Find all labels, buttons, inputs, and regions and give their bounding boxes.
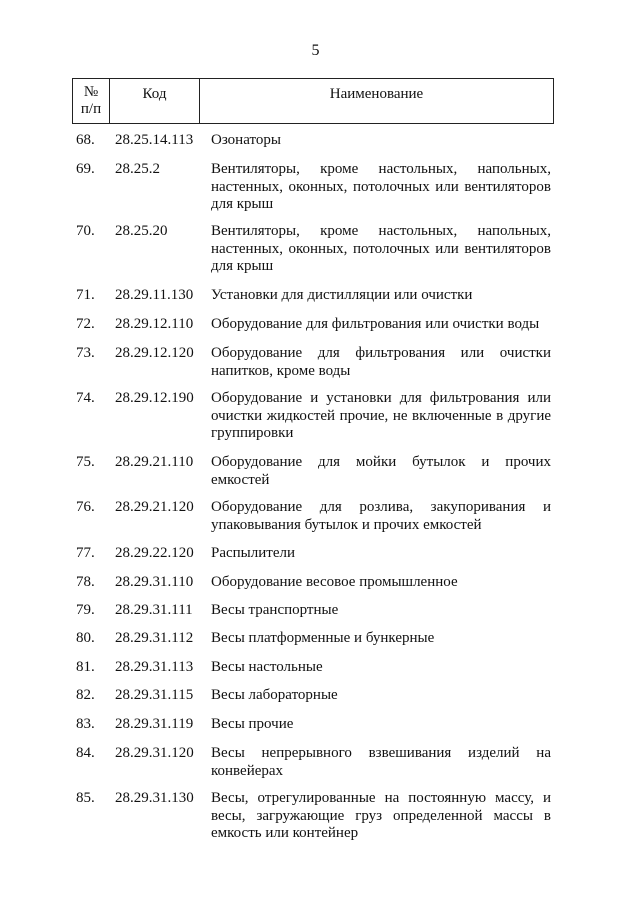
row-code: 28.29.31.111 bbox=[115, 602, 193, 618]
row-code: 28.29.31.110 bbox=[115, 574, 194, 590]
row-name: Вентиляторы, кроме настольных, напольных, настенных, оконных, потолочных или вентиляторов для крыш bbox=[211, 161, 551, 212]
header-code-cell: Код bbox=[110, 79, 200, 123]
row-code: 28.29.31.120 bbox=[115, 745, 194, 761]
row-code: 28.29.31.115 bbox=[115, 687, 194, 703]
row-code: 28.29.21.110 bbox=[115, 454, 194, 470]
row-name: Оборудование для розлива, закупоривания и упаковывания бутылок и прочих емкостей bbox=[211, 499, 551, 533]
row-number: 83. bbox=[76, 716, 95, 732]
row-name: Оборудование для мойки бутылок и прочих емкостей bbox=[211, 454, 551, 488]
row-code: 28.29.31.113 bbox=[115, 659, 194, 675]
row-code: 28.25.20 bbox=[115, 223, 168, 239]
row-name: Весы транспортные bbox=[211, 602, 339, 618]
row-name: Оборудование для фильтрования или очистки напитков, кроме воды bbox=[211, 345, 551, 379]
row-number: 73. bbox=[76, 345, 95, 361]
row-number: 71. bbox=[76, 287, 95, 303]
row-number: 76. bbox=[76, 499, 95, 515]
row-name: Вентиляторы, кроме настольных, напольных, настенных, оконных, потолочных или вентиляторов для крыш bbox=[211, 223, 551, 274]
row-name: Весы лабораторные bbox=[211, 687, 338, 703]
row-number: 68. bbox=[76, 132, 95, 148]
row-name: Озонаторы bbox=[211, 132, 281, 148]
row-name: Установки для дистилляции или очистки bbox=[211, 287, 473, 303]
header-number-cell bbox=[73, 79, 110, 123]
row-code: 28.29.21.120 bbox=[115, 499, 194, 515]
row-name: Распылители bbox=[211, 545, 296, 561]
row-code: 28.29.31.119 bbox=[115, 716, 194, 732]
row-number: 84. bbox=[76, 745, 95, 761]
row-number: 70. bbox=[76, 223, 95, 239]
row-number: 69. bbox=[76, 161, 95, 177]
page-number: 5 bbox=[311, 42, 320, 59]
row-name: Оборудование для фильтрования или очистки воды bbox=[211, 316, 540, 332]
row-number: 81. bbox=[76, 659, 95, 675]
row-number: 80. bbox=[76, 630, 95, 646]
row-code: 28.29.31.112 bbox=[115, 630, 194, 646]
row-name: Весы прочие bbox=[211, 716, 294, 732]
row-code: 28.29.12.120 bbox=[115, 345, 194, 361]
row-code: 28.29.31.130 bbox=[115, 790, 194, 806]
row-code: 28.29.11.130 bbox=[115, 287, 194, 303]
row-number: 77. bbox=[76, 545, 95, 561]
row-number: 72. bbox=[76, 316, 95, 332]
row-number: 74. bbox=[76, 390, 95, 406]
row-name: Оборудование весовое промышленное bbox=[211, 574, 458, 590]
row-name: Весы настольные bbox=[211, 659, 323, 675]
row-number: 85. bbox=[76, 790, 95, 806]
row-code: 28.25.14.113 bbox=[115, 132, 194, 148]
row-name: Весы непрерывного взвешивания изделий на конвейерах bbox=[211, 745, 551, 779]
header-name-cell: Наименование bbox=[329, 86, 424, 102]
header-number-symbol: № bbox=[83, 84, 99, 100]
row-number: 79. bbox=[76, 602, 95, 618]
row-code: 28.29.12.190 bbox=[115, 390, 194, 406]
row-number: 75. bbox=[76, 454, 95, 470]
row-name: Весы, отрегулированные на постоянную массу, и весы, загружающие груз определенной массы в емкость или контейнер bbox=[211, 790, 551, 841]
row-code: 28.29.12.110 bbox=[115, 316, 194, 332]
row-name: Весы платформенные и бункерные bbox=[211, 630, 435, 646]
table-header bbox=[72, 78, 554, 124]
row-number: 82. bbox=[76, 687, 95, 703]
row-number: 78. bbox=[76, 574, 95, 590]
header-number-sub: п/п bbox=[80, 101, 102, 117]
row-code: 28.25.2 bbox=[115, 161, 160, 177]
row-name: Оборудование и установки для фильтрования или очистки жидкостей прочие, не включенные в другие группировки bbox=[211, 390, 551, 441]
row-code: 28.29.22.120 bbox=[115, 545, 194, 561]
